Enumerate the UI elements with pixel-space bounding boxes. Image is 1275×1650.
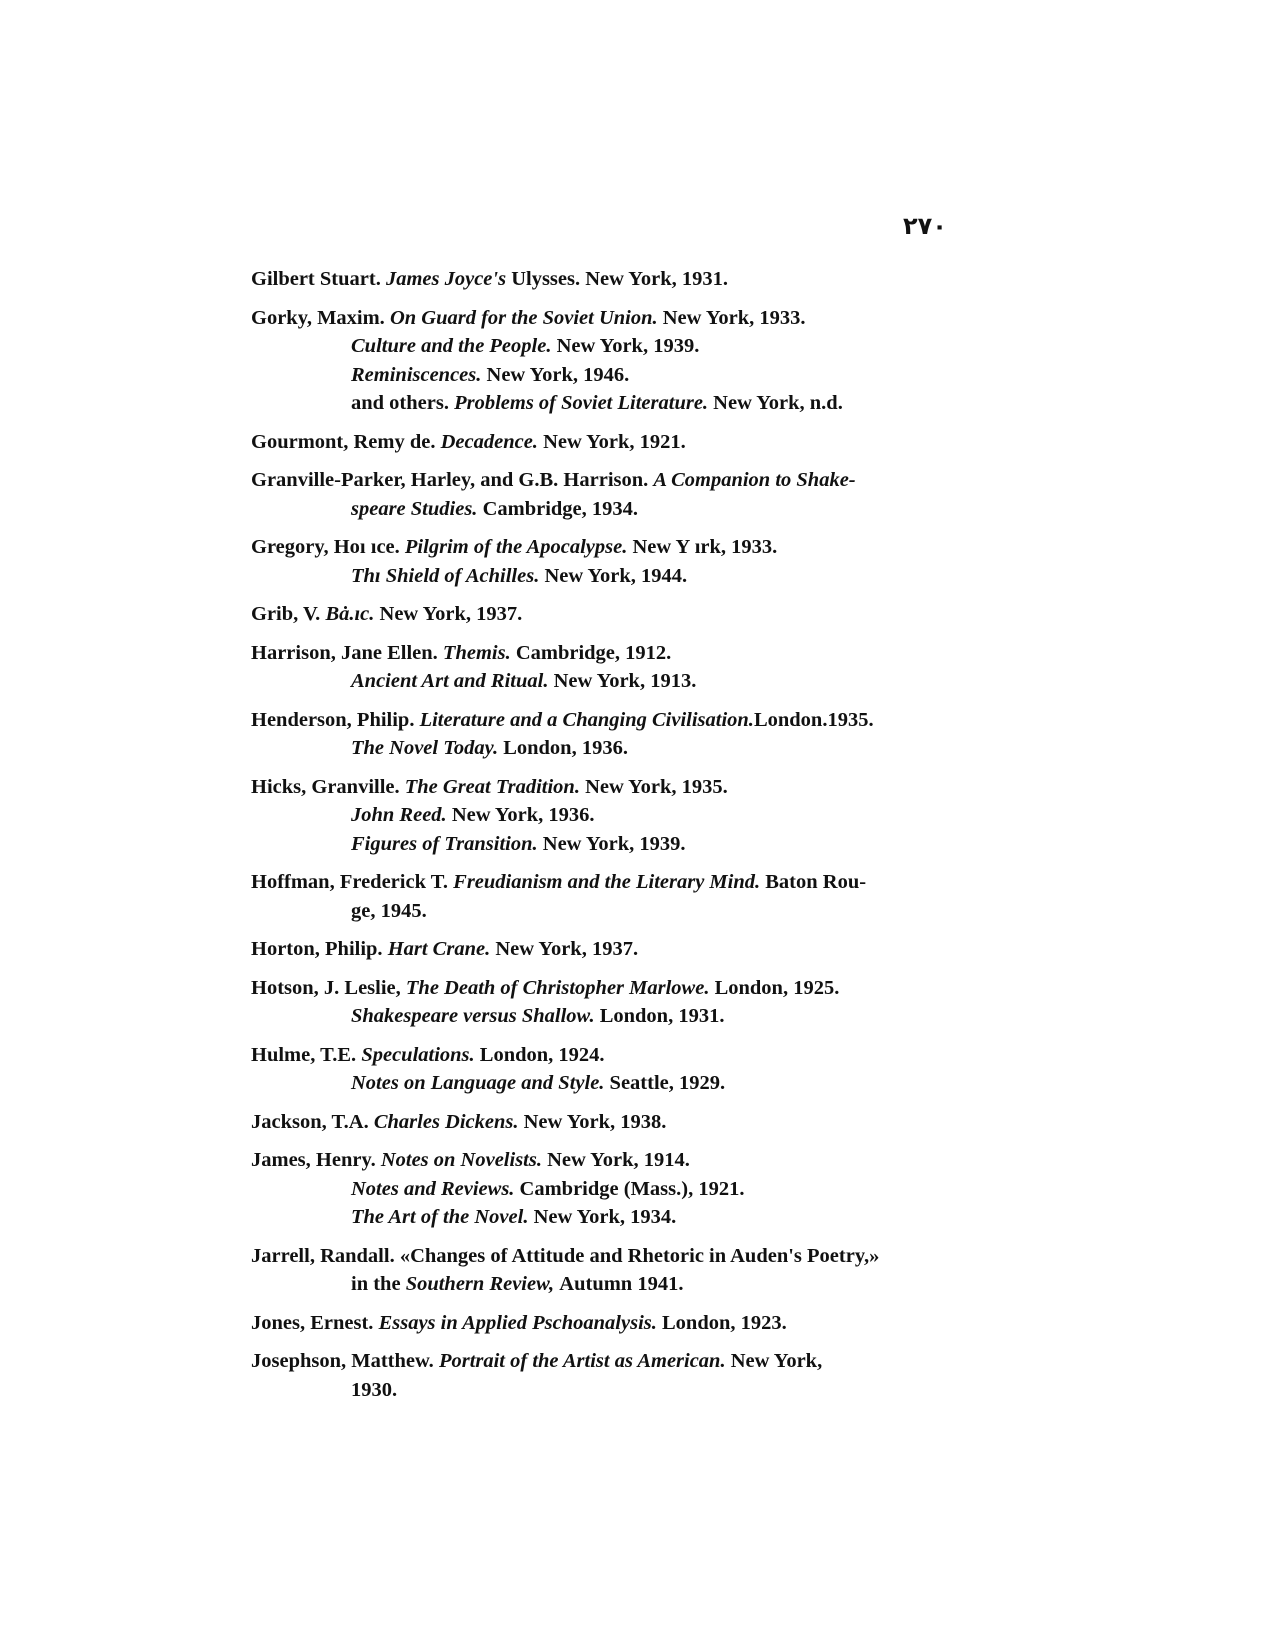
work-title: Pilgrim of the Apocalypse. [404,536,628,558]
additional-work [351,667,1011,696]
entry-author: Granville-Parker, Harley, and G.B. Harrison. [251,469,649,491]
work-publication: Cambridge (Mass.), 1921. [519,1177,745,1200]
entry-continuation [351,1376,1011,1405]
bibliography-entry [251,304,1011,418]
additional-work [351,332,1011,361]
work-publication: Baton Rou- [765,871,867,893]
entry-author: Grib, V. [251,603,321,625]
work-title: On Guard for the Soviet Union. [389,306,658,329]
entry-author: Gilbert Stuart. [251,268,381,290]
work-publication: Autumn 1941. [559,1273,684,1295]
additional-work [351,389,1011,418]
work-title: Thı Shield of Achilles. [351,564,540,587]
work-publication: New York, 1914. [547,1149,690,1171]
entry-continuation [351,1270,1011,1299]
work-publication: London, 1931. [599,1005,725,1027]
bibliography-entry [251,1309,1011,1338]
work-title: The Novel Today. [351,737,499,759]
work-title: Charles Dickens. [373,1110,519,1133]
work-title: James Joyce's [385,268,507,290]
work-publication: New Y ırk, 1933. [632,536,778,558]
work-title: Portrait of the Artist as American. [438,1350,726,1372]
additional-work [351,361,1011,390]
entry-continuation [351,495,1011,524]
work-title: Notes and Reviews. [351,1177,515,1200]
entry-continuation [351,897,1011,926]
work-title: Ancient Art and Ritual. [351,670,549,692]
bibliography-entry [251,533,1011,590]
journal-title: Southern Review, [405,1273,555,1295]
entry-author: Harrison, Jane Ellen. [251,641,438,664]
work-publication: London, 1924. [479,1043,605,1066]
entry-author: Jackson, T.A. [251,1110,369,1133]
work-publication: Seattle, 1929. [609,1072,726,1094]
work-publication: New York, 1936. [451,804,595,826]
work-prefix: and others. [351,392,449,414]
additional-work [351,1069,1011,1098]
work-title: Problems of Soviet Literature. [454,392,709,414]
work-publication: New York, 1939. [542,832,686,855]
work-publication: London, 1925. [714,976,840,999]
work-publication: New York, 1938. [523,1110,667,1133]
bibliography-entry [251,639,1011,696]
entry-author: Henderson, Philip. [251,708,415,731]
entry-author: James, Henry. [251,1149,376,1171]
additional-work [351,830,1011,859]
entry-author: Gregory, Hoı ıce. [251,536,400,558]
bibliography-entry [251,1041,1011,1098]
work-title: John Reed. [351,804,447,826]
work-publication: New York, 1937. [495,938,639,960]
bibliography-entry [251,868,1011,925]
work-title: Literature and a Changing Civilisation. [419,708,754,731]
bibliography-entry [251,974,1011,1031]
entry-author: Hoffman, Frederick T. [251,871,449,893]
work-title: Figures of Transition. [351,832,538,855]
work-title: Freudianism and the Literary Mind. [453,871,761,893]
work-title: The Death of Christopher Marlowe. [405,976,710,999]
bibliography-entry [251,1347,1011,1404]
work-publication: New York, n.d. [713,392,843,414]
work-publication: New York, 1939. [556,335,700,357]
bibliography-entry [251,1242,1011,1299]
work-title: Hart Crane. [387,938,491,960]
work-publication: New York, 1935. [585,775,728,798]
entry-author: Hicks, Granville. [251,775,400,798]
entry-author: Jarrell, Randall. [251,1244,395,1267]
additional-work [351,734,1011,763]
bibliography-entry [251,1146,1011,1232]
entry-author: Hotson, J. Leslie, [251,976,401,999]
work-publication-continuation: ge, 1945. [351,899,427,922]
work-title: A Companion to Shake- [653,469,856,491]
entry-author: Horton, Philip. [251,938,383,960]
entry-author: Gorky, Maxim. [251,306,385,329]
work-publication: New York, 1934. [533,1206,677,1228]
bibliography-entry [251,773,1011,859]
work-prefix: in the [351,1273,401,1295]
article-title: «Changes of Attitude and Rhetoric in Auden's Poetry,» [399,1244,880,1267]
bibliography-entry [251,1108,1011,1137]
bibliography-entry [251,600,1011,629]
additional-work [351,562,1011,591]
work-title: The Art of the Novel. [351,1206,529,1228]
work-publication: Cambridge, 1934. [482,497,639,520]
bibliography-entry [251,428,1011,457]
work-publication-continuation: 1930. [351,1378,398,1401]
additional-work [351,801,1011,830]
work-title-continuation: speare Studies. [351,497,478,520]
entry-author: Gourmont, Remy de. [251,430,436,453]
work-title: Notes on Language and Style. [351,1072,605,1094]
bibliography-entry [251,466,1011,523]
page-number: ٢٧٠ [903,212,947,240]
bibliography-list [251,265,1011,1414]
work-publication: New York, 1933. [662,306,806,329]
work-publication: Cambridge, 1912. [515,641,672,664]
work-publication: New York, 1944. [544,564,688,587]
work-title: The Great Tradition. [404,775,580,798]
bibliography-entry [251,935,1011,964]
work-publication: London.1935. [753,708,874,731]
entry-author: Hulme, T.E. [251,1043,357,1066]
work-publication: New York, 1937. [379,603,523,625]
work-title: Decadence. [440,430,538,453]
work-publication: London, 1923. [662,1311,787,1334]
entry-author: Jones, Ernest. [251,1311,374,1334]
work-title: Speculations. [361,1043,475,1066]
work-title: Notes on Novelists. [380,1149,542,1171]
work-publication: New York, 1921. [543,430,686,453]
work-title: Bȧ.ıc. [325,603,375,625]
work-title: Themis. [442,641,511,664]
entry-author: Josephson, Matthew. [251,1350,434,1372]
work-publication: New York, [730,1350,823,1372]
additional-work [351,1175,1011,1204]
work-title: Reminiscences. [351,363,482,386]
work-title: Culture and the People. [351,335,552,357]
work-publication: Ulysses. New York, 1931. [511,268,728,290]
bibliography-entry [251,706,1011,763]
additional-work [351,1203,1011,1232]
additional-work [351,1002,1011,1031]
work-publication: New York, 1946. [486,363,630,386]
work-title: Essays in Applied Pschoanalysis. [378,1311,657,1334]
bibliography-entry [251,265,1011,294]
work-title: Shakespeare versus Shallow. [351,1005,595,1027]
work-publication: London, 1936. [503,737,628,759]
work-publication: New York, 1913. [553,670,697,692]
